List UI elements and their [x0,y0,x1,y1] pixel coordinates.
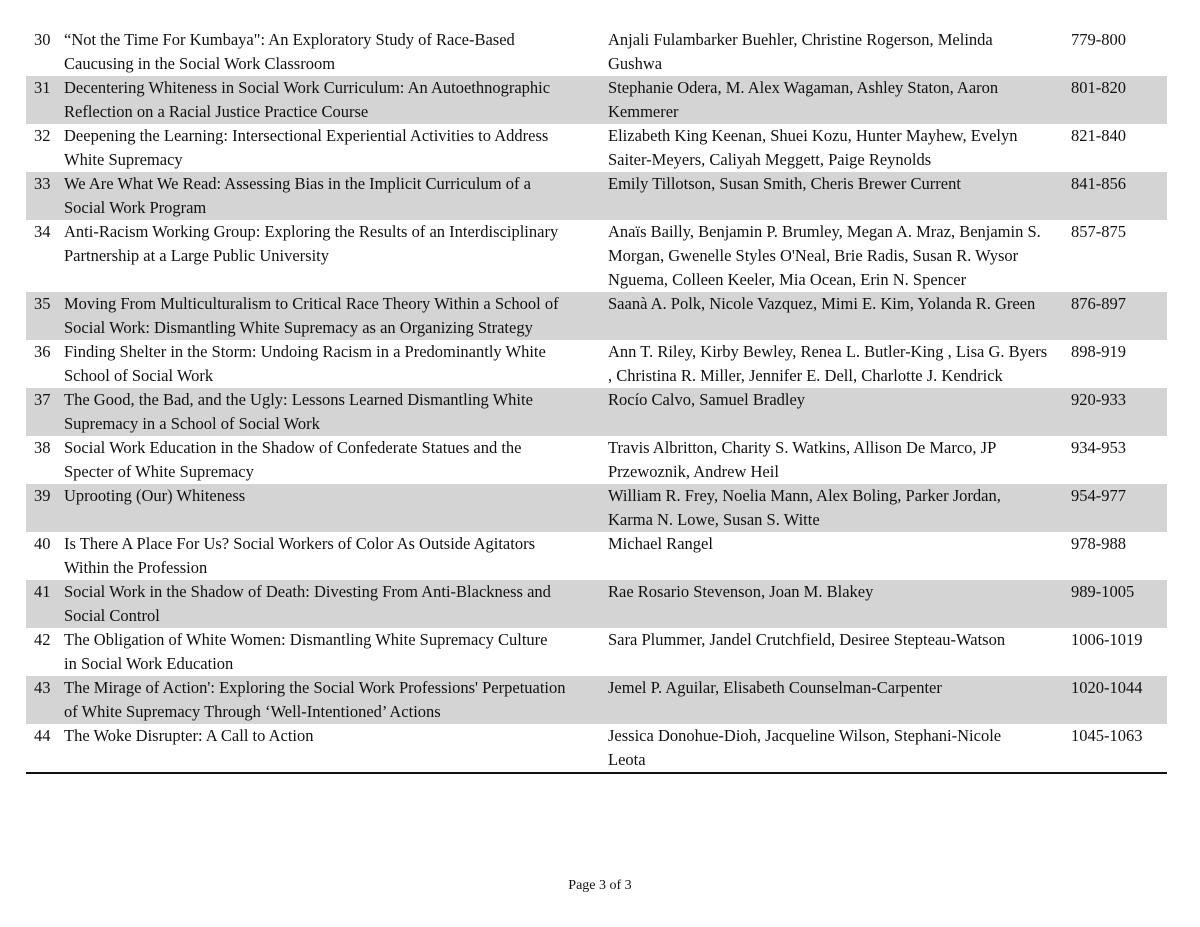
article-authors: Elizabeth King Keenan, Shuei Kozu, Hunter Mayhew, Evelyn Saiter-Meyers, Caliyah Meggett, Paige Reynolds [608,126,1018,169]
article-authors: Jemel P. Aguilar, Elisabeth Counselman-Carpenter [608,676,1071,724]
table-row [26,76,1167,124]
table-row [26,580,1167,628]
article-authors: Anjali Fulambarker Buehler, Christine Rogerson, Melinda Gushwa [608,30,993,73]
table-row [26,388,1167,436]
article-title: Deepening the Learning: Intersectional Experiential Activities to Address White Supremacy [64,126,549,169]
row-number: 31 [26,76,64,124]
table-row [26,292,1167,340]
table-row [26,124,1167,172]
article-authors: Emily Tillotson, Susan Smith, Cheris Brewer Current [608,172,1071,220]
row-number: 44 [34,726,51,745]
page-range: 801-820 [1071,76,1167,124]
article-authors: Saanà A. Polk, Nicole Vazquez, Mimi E. Kim, Yolanda R. Green [608,292,1071,340]
row-number: 34 [34,222,51,241]
row-number: 38 [34,438,51,457]
article-authors: Sara Plummer, Jandel Crutchfield, Desiree Stepteau-Watson [608,630,1006,649]
table-row [26,28,1167,76]
article-title: “Not the Time For Kumbaya": An Exploratory Study of Race-Based Caucusing in the Social Work Classroom [64,30,515,73]
page-range: 954-977 [1071,484,1167,532]
page-range: 779-800 [1071,30,1126,49]
row-number: 36 [34,342,51,361]
row-number: 42 [34,630,51,649]
article-authors: Rae Rosario Stevenson, Joan M. Blakey [608,580,1071,628]
article-title: The Woke Disrupter: A Call to Action [64,726,314,745]
article-authors: Jessica Donohue-Dioh, Jacqueline Wilson, Stephani-Nicole Leota [608,726,1002,769]
article-title: Decentering Whiteness in Social Work Curriculum: An Autoethnographic Reflection on a Racial Justice Practice Course [64,76,608,124]
page-range: 1006-1019 [1071,630,1143,649]
row-number: 33 [26,172,64,220]
article-authors: Michael Rangel [608,534,713,553]
page-range: 876-897 [1071,292,1167,340]
article-title: Social Work in the Shadow of Death: Divesting From Anti-Blackness and Social Control [64,580,608,628]
table-row [26,340,1167,388]
article-title: Is There A Place For Us? Social Workers of Color As Outside Agitators Within the Profession [64,534,536,577]
page-range: 898-919 [1071,342,1126,361]
page-range: 821-840 [1071,126,1126,145]
article-authors: Ann T. Riley, Kirby Bewley, Renea L. Butler-King , Lisa G. Byers , Christina R. Miller, Jennifer E. Dell, Charlotte J. Kendrick [608,342,1048,385]
table-row [26,220,1167,292]
article-authors: Anaïs Bailly, Benjamin P. Brumley, Megan A. Mraz, Benjamin S. Morgan, Gwenelle Styles O'Neal, Brie Radis, Susan R. Wysor Nguema, Colleen Keeler, Mia Ocean, Erin N. Spencer [608,222,1041,289]
page-number: Page 3 of 3 [568,878,632,893]
page-range: 934-953 [1071,438,1126,457]
article-authors: William R. Frey, Noelia Mann, Alex Boling, Parker Jordan, Karma N. Lowe, Susan S. Witte [608,484,1071,532]
row-number: 40 [34,534,51,553]
article-title: Anti-Racism Working Group: Exploring the Results of an Interdisciplinary Partnership at a Large Public University [64,222,559,265]
table-row [26,172,1167,220]
row-number: 30 [34,30,51,49]
article-title: Moving From Multiculturalism to Critical Race Theory Within a School of Social Work: Dismantling White Supremacy as an Organizing Strategy [64,292,608,340]
row-number: 35 [26,292,64,340]
article-title: Social Work Education in the Shadow of Confederate Statues and the Specter of White Supremacy [64,438,522,481]
article-title: The Good, the Bad, and the Ugly: Lessons Learned Dismantling White Supremacy in a School of Social Work [64,388,608,436]
row-number: 37 [26,388,64,436]
article-authors: Stephanie Odera, M. Alex Wagaman, Ashley Staton, Aaron Kemmerer [608,76,1071,124]
article-title: Uprooting (Our) Whiteness [64,484,608,532]
page-range: 978-988 [1071,534,1126,553]
article-title: We Are What We Read: Assessing Bias in the Implicit Curriculum of a Social Work Program [64,172,608,220]
page-range: 989-1005 [1071,580,1167,628]
page-range: 1020-1044 [1071,676,1167,724]
article-title: Finding Shelter in the Storm: Undoing Racism in a Predominantly White School of Social Work [64,342,546,385]
table-row [26,532,1167,580]
row-number: 39 [26,484,64,532]
article-authors: Rocío Calvo, Samuel Bradley [608,388,1071,436]
article-table [26,28,1167,774]
page-range: 857-875 [1071,222,1126,241]
row-number: 43 [26,676,64,724]
table-row [26,724,1167,773]
table-row [26,628,1167,676]
row-number: 41 [26,580,64,628]
table-row [26,676,1167,724]
table-row [26,484,1167,532]
page-range: 1045-1063 [1071,726,1143,745]
article-title: The Mirage of Action': Exploring the Social Work Professions' Perpetuation of White Supremacy Through ‘Well-Intentioned’ Actions [64,676,608,724]
article-authors: Travis Albritton, Charity S. Watkins, Allison De Marco, JP Przewoznik, Andrew Heil [608,438,997,481]
row-number: 32 [34,126,51,145]
page-range: 841-856 [1071,172,1167,220]
page-range: 920-933 [1071,388,1167,436]
table-row [26,436,1167,484]
article-title: The Obligation of White Women: Dismantling White Supremacy Culture in Social Work Education [64,630,548,673]
